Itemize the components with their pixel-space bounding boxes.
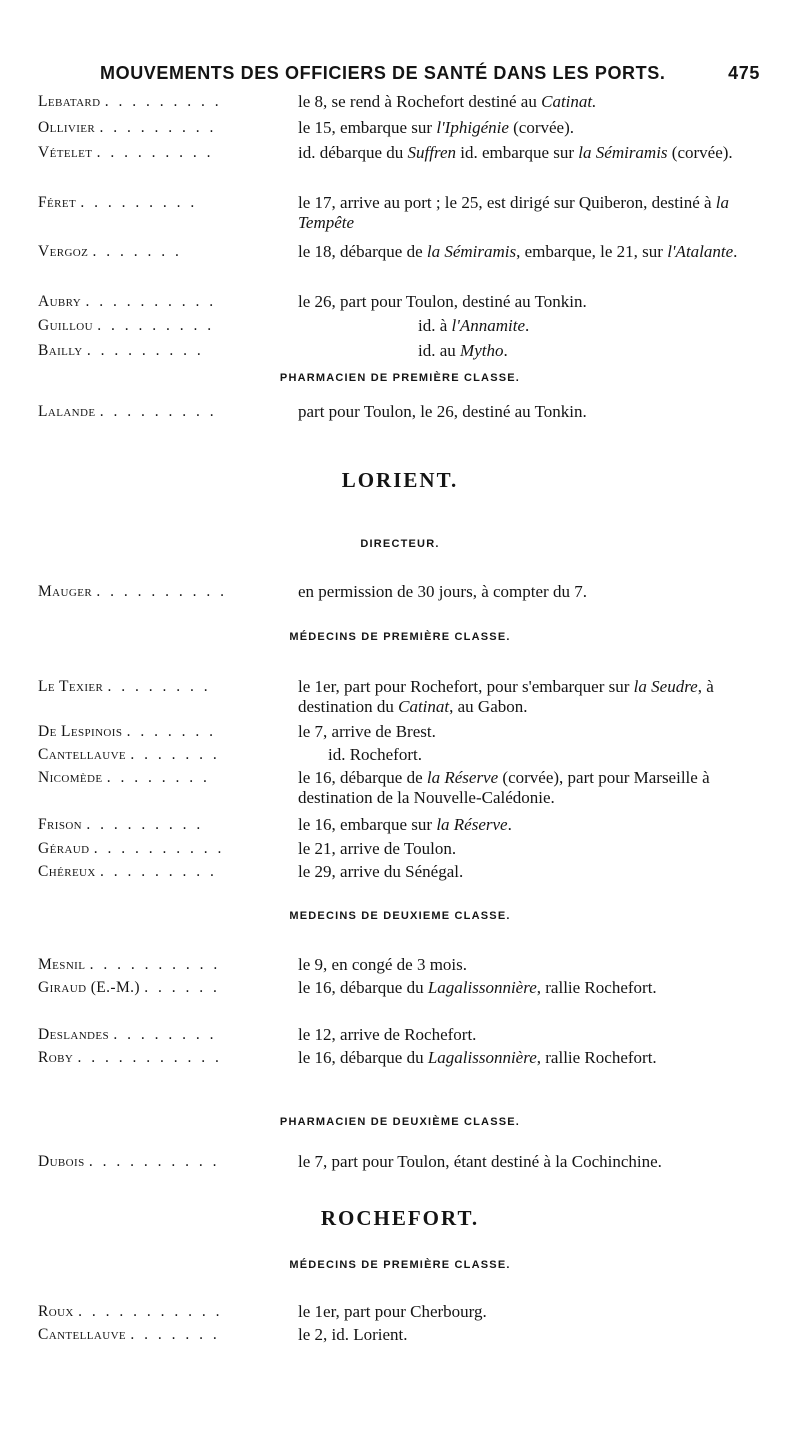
officer-name: Cantellauve xyxy=(38,746,127,763)
officer-name: Mauger xyxy=(38,583,93,600)
running-title: MOUVEMENTS DES OFFICIERS DE SANTÉ DANS LES PORTS. xyxy=(100,62,666,83)
entry-text: part pour Toulon, le 26, destiné au Tonkin. xyxy=(298,402,587,421)
entry-row: Lebatard . . . . . . . . . le 8, se rend à Rochefort destiné au Catinat. xyxy=(38,92,768,112)
entry-text: id. au Mytho. xyxy=(418,341,508,360)
officer-name: Cantellauve xyxy=(38,1326,127,1343)
entry-row: Dubois . . . . . . . . . . le 7, part pour Toulon, étant destiné à la Cochinchine. xyxy=(38,1152,768,1172)
officer-name: Roby xyxy=(38,1049,74,1066)
entry-row: Giraud (E.-M.) . . . . . . le 16, débarque du Lagalissonnière, rallie Rochefort. xyxy=(38,978,768,998)
officer-name: De Lespinois xyxy=(38,723,123,740)
running-head xyxy=(100,58,760,88)
section-heading: PHARMACIEN DE PREMIÈRE CLASSE. xyxy=(279,372,521,384)
entry-row: Guillou . . . . . . . . . id. à l'Annamite. xyxy=(38,316,768,336)
officer-name: Vergoz xyxy=(38,243,89,260)
entry-text: le 16, embarque sur la Réserve. xyxy=(298,815,512,834)
officer-name: Lalande xyxy=(38,403,96,420)
entry-row: Mesnil . . . . . . . . . . le 9, en congé de 3 mois. xyxy=(38,955,768,975)
entry-text: le 26, part pour Toulon, destiné au Tonkin. xyxy=(298,292,587,311)
officer-name: Vételet xyxy=(38,144,93,161)
entry-text: le 2, id. Lorient. xyxy=(298,1325,408,1344)
entry-text: le 16, débarque de la Réserve (corvée), part pour Marseille à destination de la Nouvelle-Calédonie. xyxy=(298,768,710,807)
entry-row: Aubry . . . . . . . . . . le 26, part pour Toulon, destiné au Tonkin. xyxy=(38,292,768,312)
entry-text: le 1er, part pour Rochefort, pour s'embarquer sur la Seudre, à destination du Catinat, au Gabon. xyxy=(298,677,714,716)
entry-text: le 16, débarque du Lagalissonnière, rallie Rochefort. xyxy=(298,1048,657,1067)
entry-row: Roux . . . . . . . . . . . le 1er, part pour Cherbourg. xyxy=(38,1302,768,1322)
entry-row: Géraud . . . . . . . . . . le 21, arrive de Toulon. xyxy=(38,839,768,859)
entry-text: le 16, débarque du Lagalissonnière, rallie Rochefort. xyxy=(298,978,657,997)
officer-name: Deslandes xyxy=(38,1026,110,1043)
entry-text: le 7, arrive de Brest. xyxy=(298,722,436,741)
officer-name: Lebatard xyxy=(38,93,101,110)
entry-text: le 1er, part pour Cherbourg. xyxy=(298,1302,487,1321)
officer-name: Géraud xyxy=(38,840,90,857)
entry-text: le 7, part pour Toulon, étant destiné à la Cochinchine. xyxy=(298,1152,662,1171)
entry-row: Nicomède . . . . . . . . le 16, débarque de la Réserve (corvée), part pour Marseille à destination de la Nouvelle-Calédonie. xyxy=(38,768,768,808)
officer-name: Féret xyxy=(38,194,77,211)
officer-name: Roux xyxy=(38,1303,74,1320)
officer-name: Dubois xyxy=(38,1153,85,1170)
entry-text: le 21, arrive de Toulon. xyxy=(298,839,457,858)
entry-row: Vételet . . . . . . . . . id. débarque du Suffren id. embarque sur la Sémiramis (corvée). xyxy=(38,143,768,163)
entry-text: en permission de 30 jours, à compter du 7. xyxy=(298,582,587,601)
entry-text: le 15, embarque sur l'Iphigénie (corvée). xyxy=(298,118,575,137)
entry-row: Féret . . . . . . . . . le 17, arrive au port ; le 25, est dirigé sur Quiberon, destiné à la Tempête xyxy=(38,193,768,233)
officer-name: Nicomède xyxy=(38,769,103,786)
entry-row: Vergoz . . . . . . . le 18, débarque de la Sémiramis, embarque, le 21, sur l'Atalante. xyxy=(38,242,768,262)
entry-text: le 9, en congé de 3 mois. xyxy=(298,955,468,974)
entry-row: Mauger . . . . . . . . . . en permission de 30 jours, à compter du 7. xyxy=(38,582,768,602)
entry-text: le 17, arrive au port ; le 25, est dirigé sur Quiberon, destiné à la Tempête xyxy=(298,193,730,232)
officer-name: Le Texier xyxy=(38,678,104,695)
officer-name: Ollivier xyxy=(38,119,96,136)
entry-row: Frison . . . . . . . . . le 16, embarque sur la Réserve. xyxy=(38,815,768,835)
entry-row: Le Texier . . . . . . . . le 1er, part pour Rochefort, pour s'embarquer sur la Seudre, à destination du Catinat, au Gabon. xyxy=(38,677,768,717)
page-number: 475 xyxy=(728,62,760,83)
officer-name: Giraud (E.-M.) xyxy=(38,979,140,996)
entry-text: id. débarque du Suffren id. embarque sur la Sémiramis (corvée). xyxy=(298,143,733,162)
officer-name: Guillou xyxy=(38,317,93,334)
entry-row: Lalande . . . . . . . . . part pour Toulon, le 26, destiné au Tonkin. xyxy=(38,402,768,422)
entry-text: le 29, arrive du Sénégal. xyxy=(298,862,464,881)
entry-row: Cantellauve . . . . . . . id. Rochefort. xyxy=(38,745,768,765)
entry-row: Deslandes . . . . . . . . le 12, arrive de Rochefort. xyxy=(38,1025,768,1045)
section-heading: DIRECTEUR. xyxy=(360,538,440,550)
section-heading: PHARMACIEN DE DEUXIÈME CLASSE. xyxy=(279,1116,521,1128)
entry-text: id. Rochefort. xyxy=(328,745,422,764)
entry-row: Chéreux . . . . . . . . . le 29, arrive du Sénégal. xyxy=(38,862,768,882)
entry-row: Bailly . . . . . . . . . id. au Mytho. xyxy=(38,341,768,361)
entry-row: Cantellauve . . . . . . . le 2, id. Lorient. xyxy=(38,1325,768,1345)
officer-name: Frison xyxy=(38,816,83,833)
entry-text: id. à l'Annamite. xyxy=(418,316,530,335)
entry-row: Ollivier . . . . . . . . . le 15, embarque sur l'Iphigénie (corvée). xyxy=(38,118,768,138)
section-heading: MÉDECINS DE PREMIÈRE CLASSE. xyxy=(289,1259,511,1271)
entry-text: le 18, débarque de la Sémiramis, embarque, le 21, sur l'Atalante. xyxy=(298,242,738,261)
section-heading: MEDECINS DE DEUXIEME CLASSE. xyxy=(289,910,511,922)
officer-name: Chéreux xyxy=(38,863,96,880)
port-heading: LORIENT. xyxy=(341,468,459,492)
entry-text: le 12, arrive de Rochefort. xyxy=(298,1025,477,1044)
officer-name: Bailly xyxy=(38,342,83,359)
entry-text: le 8, se rend à Rochefort destiné au Catinat. xyxy=(298,92,597,111)
port-heading: ROCHEFORT. xyxy=(320,1206,480,1230)
section-heading: MÉDECINS DE PREMIÈRE CLASSE. xyxy=(289,631,511,643)
entry-row: Roby . . . . . . . . . . . le 16, débarque du Lagalissonnière, rallie Rochefort. xyxy=(38,1048,768,1068)
entry-row: De Lespinois . . . . . . . le 7, arrive de Brest. xyxy=(38,722,768,742)
officer-name: Mesnil xyxy=(38,956,86,973)
officer-name: Aubry xyxy=(38,293,82,310)
